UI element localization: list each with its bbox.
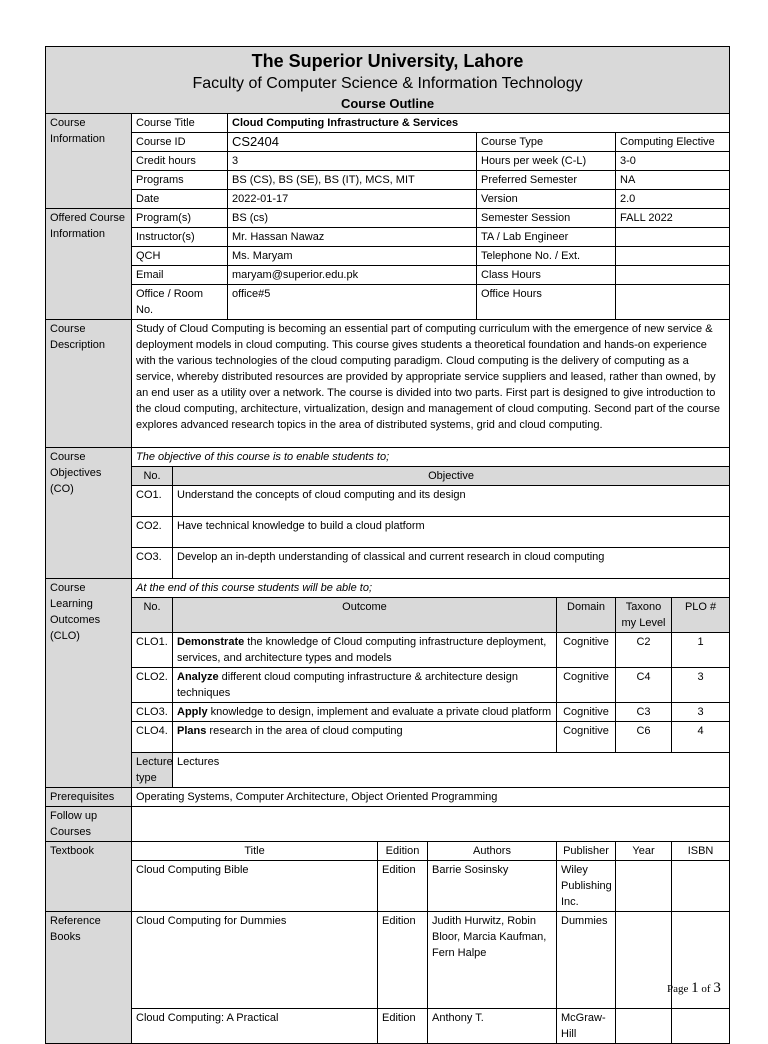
course-outline-table [45,46,730,1044]
version-label: Version [477,190,616,209]
course-outline-page [45,46,729,1044]
textbook-authors: Barrie Sosinsky [428,861,557,912]
email-value[interactable]: maryam@superior.edu.pk [228,266,477,285]
class-hours-label: Class Hours [477,266,616,285]
clo-col-plo: PLO # [672,598,730,633]
reference-publisher: Dummies [557,912,616,1009]
of-word: of [701,983,711,995]
version-value: 2.0 [616,190,730,209]
textbook-isbn [672,861,730,912]
programs-label: Programs [132,171,228,190]
clo-level: C4 [616,668,672,703]
program-label: Program(s) [132,209,228,228]
textbook-col-isbn: ISBN [672,842,730,861]
textbook-label: Textbook [46,842,132,912]
clo-number: CLO3. [132,703,173,722]
class-hours-value [616,266,730,285]
course-title-label: Course Title [132,114,228,133]
reference-authors: Anthony T. [428,1009,557,1044]
clo-domain: Cognitive [557,722,616,753]
university-name: The Superior University, Lahore [251,51,524,71]
reference-title: Cloud Computing: A Practical [132,1009,378,1044]
qch-label: QCH [132,247,228,266]
textbook-col-year: Year [616,842,672,861]
page-total: 3 [713,980,721,996]
clo-rest: research in the area of cloud computing [206,725,403,737]
clo-verb: Apply [177,706,208,718]
faculty-name: Faculty of Computer Science & Information Technology [192,75,583,92]
co-number: CO3. [132,548,173,579]
offered-info-label: Offered Course Information [46,209,132,320]
clo-intro: At the end of this course students will be able to; [132,579,730,598]
credit-hours-label: Credit hours [132,152,228,171]
clo-level: C2 [616,633,672,668]
clo-domain: Cognitive [557,633,616,668]
reference-year [616,912,672,1009]
objectives-label: Course Objectives (CO) [46,448,132,579]
hours-per-week-value: 3-0 [616,152,730,171]
doc-title: Course Outline [340,96,435,111]
textbook-publisher: Wiley Publishing Inc. [557,861,616,912]
semester-session-value: FALL 2022 [616,209,730,228]
clo-plo: 3 [672,703,730,722]
reference-publisher: McGraw-Hill [557,1009,616,1044]
clo-verb: Analyze [177,671,219,683]
course-title-value: Cloud Computing Infrastructure & Services [228,114,730,133]
course-id-label: Course ID [132,133,228,152]
course-type-value: Computing Elective [616,133,730,152]
clo-rest: knowledge to design, implement and evaluate a private cloud platform [207,706,552,718]
objectives-col-no: No. [132,467,173,486]
preferred-semester-value: NA [616,171,730,190]
description-label: Course Description [46,320,132,448]
lecture-type-value: Lectures [173,753,730,788]
qch-value: Ms. Maryam [228,247,477,266]
prerequisites-value: Operating Systems, Computer Architecture, Object Oriented Programming [132,788,730,807]
preferred-semester-label: Preferred Semester [477,171,616,190]
textbook-edition: Edition [378,861,428,912]
clo-plo: 3 [672,668,730,703]
clo-rest: different cloud computing infrastructure & architecture design techniques [177,671,518,699]
course-id-value: CS2404 [228,133,477,152]
clo-domain: Cognitive [557,703,616,722]
telephone-label: Telephone No. / Ext. [477,247,616,266]
credit-hours-value: 3 [228,152,477,171]
date-label: Date [132,190,228,209]
page-number: 1 [691,980,699,996]
date-value: 2022-01-17 [228,190,477,209]
clo-col-no: No. [132,598,173,633]
clo-col-domain: Domain [557,598,616,633]
reference-isbn [672,1009,730,1044]
office-hours-label: Office Hours [477,285,616,320]
clo-number: CLO1. [132,633,173,668]
reference-authors: Judith Hurwitz, Robin Bloor, Marcia Kaufman, Fern Halpe [428,912,557,1009]
clo-domain: Cognitive [557,668,616,703]
clo-col-outcome: Outcome [173,598,557,633]
followup-value [132,807,730,842]
textbook-year [616,861,672,912]
description-text: Study of Cloud Computing is becoming an essential part of computing curriculum with the emergence of new service & deployment models in cloud computing. This course gives students a theoretical foundation and hands-on experience with the various technologies of the cloud computing paradigm. Cloud computing is the delivery of computing as a service, whereby distributed resources are provided by appropriate service suppliers and leased, rather than owned, by an end user as a utility over a network. The course is divided into two parts. First part is designed to give introduction to the cloud computing, architecture, virtualization, design and management of cloud computing. Second part of the course explores advanced research topics in the area of distributed systems, grid and cloud computing. [132,320,730,448]
objectives-intro: The objective of this course is to enable students to; [132,448,730,467]
office-value: office#5 [228,285,477,320]
course-info-label: Course Information [46,114,132,209]
prerequisites-label: Prerequisites [46,788,132,807]
clo-plo: 4 [672,722,730,753]
textbook-col-publisher: Publisher [557,842,616,861]
reference-edition: Edition [378,1009,428,1044]
clo-number: CLO2. [132,668,173,703]
instructor-value: Mr. Hassan Nawaz [228,228,477,247]
ta-label: TA / Lab Engineer [477,228,616,247]
followup-label: Follow up Courses [46,807,132,842]
clo-outcome [173,633,557,668]
objectives-col-objective: Objective [173,467,730,486]
office-label: Office / Room No. [132,285,228,320]
program-value: BS (cs) [228,209,477,228]
clo-verb: Demonstrate [177,636,245,648]
co-text: Have technical knowledge to build a cloud platform [173,517,730,548]
clo-outcome [173,668,557,703]
instructor-label: Instructor(s) [132,228,228,247]
lecture-type-label: Lecture type [132,753,173,788]
clo-rest: the knowledge of Cloud computing infrastructure deployment, services, and architecture types and models [177,636,547,664]
clo-plo: 1 [672,633,730,668]
reference-title: Cloud Computing for Dummies [132,912,378,1009]
textbook-col-authors: Authors [428,842,557,861]
textbook-col-title: Title [132,842,378,861]
clo-level: C3 [616,703,672,722]
office-hours-value [616,285,730,320]
email-label: Email [132,266,228,285]
textbook-title: Cloud Computing Bible [132,861,378,912]
reference-label: Reference Books [46,912,132,1044]
page-footer [667,980,721,997]
clo-number: CLO4. [132,722,173,753]
reference-edition: Edition [378,912,428,1009]
co-text: Develop an in-depth understanding of classical and current research in cloud computing [173,548,730,579]
clo-level: C6 [616,722,672,753]
co-text: Understand the concepts of cloud computing and its design [173,486,730,517]
hours-per-week-label: Hours per week (C-L) [477,152,616,171]
clo-col-taxonomy: Taxono my Level [616,598,672,633]
clo-outcome [173,703,557,722]
textbook-col-edition: Edition [378,842,428,861]
co-number: CO2. [132,517,173,548]
clo-label: Course Learning Outcomes (CLO) [46,579,132,788]
programs-value: BS (CS), BS (SE), BS (IT), MCS, MIT [228,171,477,190]
ta-value [616,228,730,247]
clo-outcome [173,722,557,753]
page-word: Page [667,983,689,995]
reference-year [616,1009,672,1044]
telephone-value [616,247,730,266]
co-number: CO1. [132,486,173,517]
course-type-label: Course Type [477,133,616,152]
semester-session-label: Semester Session [477,209,616,228]
clo-verb: Plans [177,725,207,737]
document-header [46,47,730,114]
